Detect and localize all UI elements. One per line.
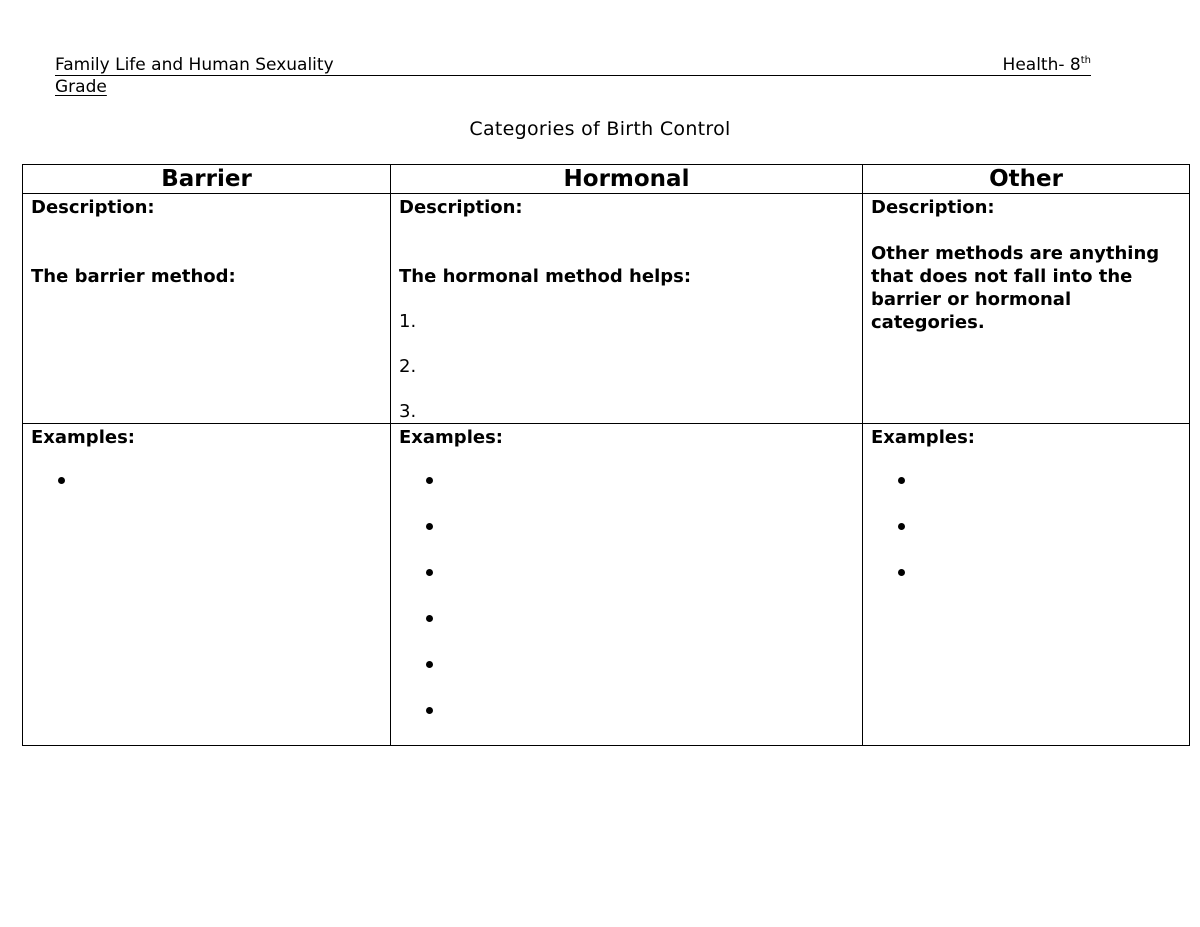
document-title: Categories of Birth Control [469, 118, 731, 140]
blank-example-bullet [421, 608, 854, 654]
hormonal-numbered-item-1: 1. [399, 311, 417, 332]
blank-example-bullet [893, 562, 1181, 608]
blank-example-bullet [421, 516, 854, 562]
page-header [55, 55, 1091, 76]
other-examples-label: Examples: [871, 427, 975, 448]
grade-label: Grade [55, 77, 107, 97]
blank-example-bullet [53, 470, 382, 516]
hormonal-examples-list [399, 470, 854, 746]
barrier-description-cell [23, 194, 391, 424]
class-label-text: Health- 8 [1002, 55, 1081, 75]
barrier-examples-label: Examples: [31, 427, 135, 448]
other-examples-list [871, 470, 1181, 608]
other-description-label: Description: [871, 197, 995, 218]
column-heading-other: Other [863, 165, 1190, 194]
other-examples-cell [863, 424, 1190, 746]
column-heading-barrier: Barrier [23, 165, 391, 194]
hormonal-numbered-item-2: 2. [399, 356, 417, 377]
class-label [1003, 55, 1091, 75]
course-title: Family Life and Human Sexuality [55, 55, 334, 75]
barrier-description-prompt: The barrier method: [31, 266, 236, 287]
table-header-row [23, 165, 1190, 194]
blank-example-bullet [421, 470, 854, 516]
birth-control-table [22, 164, 1190, 746]
blank-example-bullet [421, 700, 854, 746]
hormonal-description-cell [391, 194, 863, 424]
other-description-cell [863, 194, 1190, 424]
blank-example-bullet [421, 562, 854, 608]
column-heading-hormonal: Hormonal [391, 165, 863, 194]
blank-example-bullet [893, 470, 1181, 516]
blank-example-bullet [421, 654, 854, 700]
hormonal-examples-cell [391, 424, 863, 746]
barrier-description-label: Description: [31, 197, 155, 218]
description-row [23, 194, 1190, 424]
hormonal-numbered-item-3: 3. [399, 401, 417, 422]
barrier-examples-cell [23, 424, 391, 746]
barrier-examples-list [31, 470, 382, 516]
other-description-text: Other methods are anything that does not fall into the barrier or hormonal categories. [871, 243, 1160, 333]
blank-example-bullet [893, 516, 1181, 562]
class-label-superscript: th [1080, 55, 1091, 66]
hormonal-description-prompt: The hormonal method helps: [399, 266, 692, 287]
hormonal-examples-label: Examples: [399, 427, 503, 448]
examples-row [23, 424, 1190, 746]
hormonal-description-label: Description: [399, 197, 523, 218]
